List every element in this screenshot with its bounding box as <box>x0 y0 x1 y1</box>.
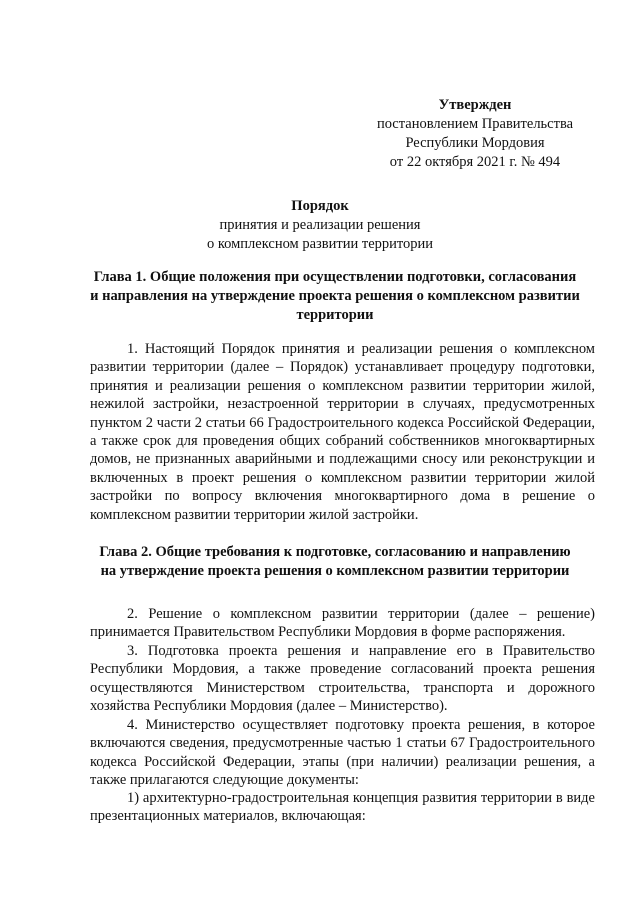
chapter-2-heading: Глава 2. Общие требования к подготовке, согласованию и направлению на утверждение проекта решения о комплексном развитии территории <box>99 544 571 579</box>
approval-line: Республики Мордовия <box>405 135 545 151</box>
document-title <box>0 197 640 254</box>
paragraph-2: 2. Решение о комплексном развитии территории (далее – решение) принимается Правительством Республики Мордовия в форме распоряжения. <box>90 606 595 641</box>
approval-line: постановлением Правительства <box>376 116 574 132</box>
paragraph-4: 4. Министерство осуществляет подготовку проекта решения, в которое включаются сведения, предусмотренные частью 1 статьи 67 Градостроительного кодекса Российской Федерации, этапы (при наличии) реализации решения, а также прилагаются следующие документы: <box>90 717 595 789</box>
chapter-1-heading: Глава 1. Общие положения при осуществлении подготовки, согласования и направления на утверждение проекта решения о комплексном развитии территории <box>90 269 580 323</box>
paragraph-1: 1. Настоящий Порядок принятия и реализации решения о комплексном развитии территории (далее – Порядок) устанавливает процедуру подготовки, принятия и реализации решения о комплексном развитии территории жилой, нежилой застройки, незастроенной территории в случаях, предусмотренных пунктом 2 части 2 статьи 66 Градостроительного кодекса Российской Федерации, а также срок для проведения общих собраний собственников многоквартирных домов, не признанных аварийными и подлежащими сносу или реконструкции и включенных в проект решения о комплексном развитии территории жилой застройки по вопросу включения многоквартирного дома в решение о комплексном развитии территории жилой застройки. <box>90 341 595 523</box>
paragraph-3: 3. Подготовка проекта решения и направление его в Правительство Республики Мордовия, а также проведение согласований проекта решения осуществляются Министерством строительства, транспорта и дорожного хозяйства Республики Мордовия (далее – Министерство). <box>90 643 595 715</box>
title-line: принятия и реализации решения <box>219 217 421 233</box>
title-line: о комплексном развитии территории <box>206 236 434 252</box>
title-heading: Порядок <box>291 198 349 214</box>
approval-block <box>360 96 590 172</box>
approval-heading: Утвержден <box>438 97 512 113</box>
list-item-1: 1) архитектурно-градостроительная концепция развития территории в виде презентационных материалов, включающая: <box>90 790 595 825</box>
approval-date: от 22 октября 2021 г. № 494 <box>389 154 561 170</box>
